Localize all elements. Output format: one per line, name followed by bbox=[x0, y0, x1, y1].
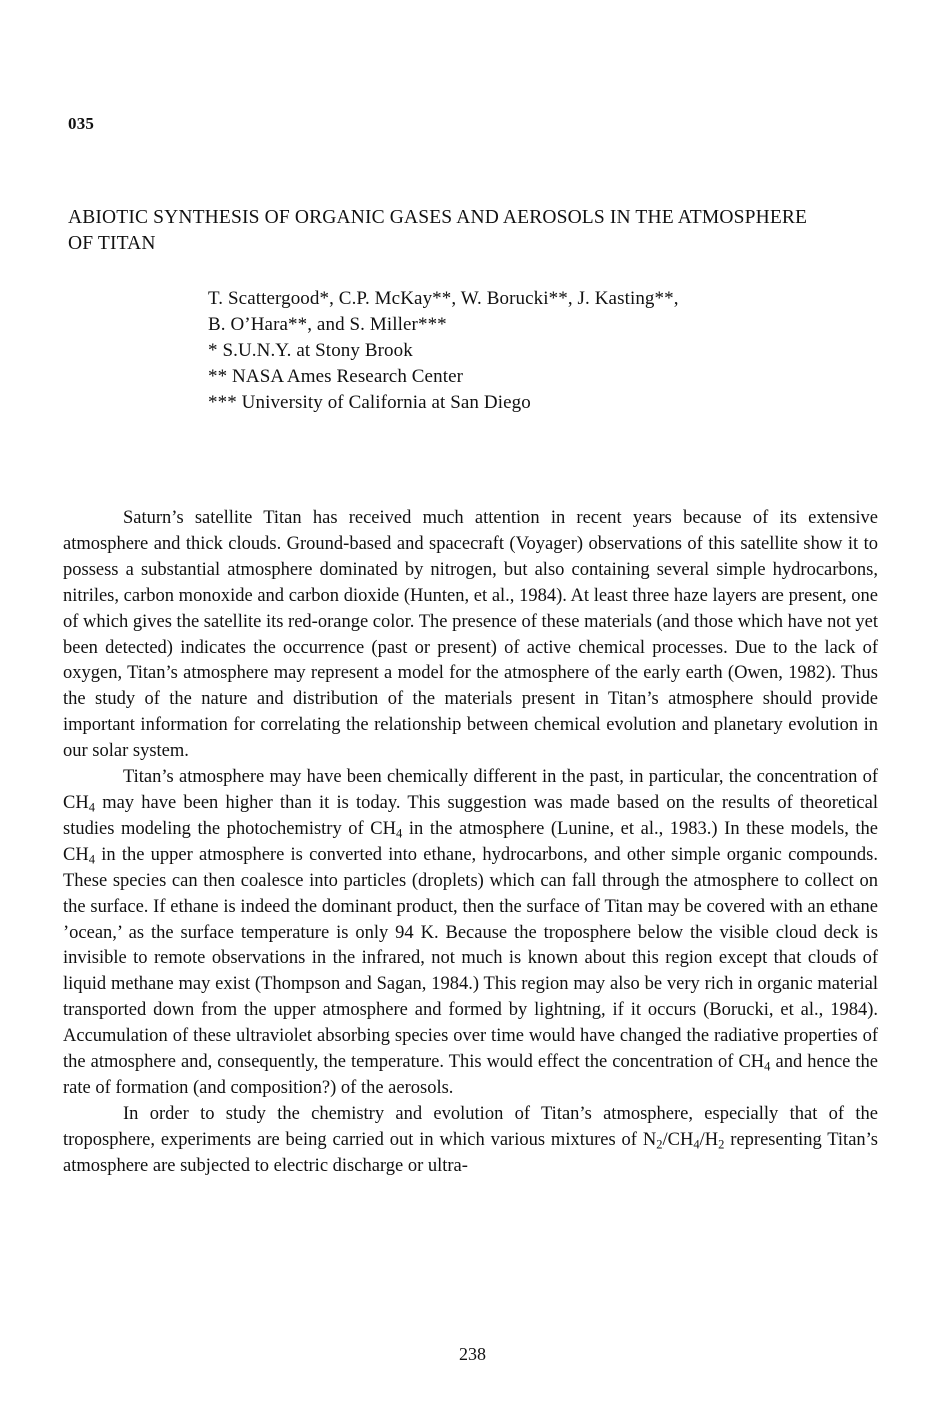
affiliation-2: ** NASA Ames Research Center bbox=[208, 366, 464, 387]
paragraph-3-text: /CH bbox=[662, 1129, 694, 1150]
author-block bbox=[208, 286, 679, 416]
affiliation-3: *** University of California at San Diego bbox=[208, 392, 531, 413]
paragraph-2 bbox=[63, 765, 878, 1102]
paragraph-3-text: representing Titan’s atmosphere are subjected to electric discharge or ultra- bbox=[63, 1129, 878, 1176]
subscript: 4 bbox=[693, 1137, 700, 1152]
title-line-1: ABIOTIC SYNTHESIS OF ORGANIC GASES AND AEROSOLS IN THE ATMOSPHERE bbox=[68, 207, 808, 228]
paragraph-3-text: /H bbox=[699, 1129, 719, 1150]
subscript: 4 bbox=[88, 852, 95, 867]
paragraph-1-text: Saturn’s satellite Titan has received much attention in recent years because of its extensive atmosphere and thick clouds. Ground-based and spacecraft (Voyager) observations of this satellite show it to possess a substantial atmosphere dominated by nitrogen, but also containing several simple hydrocarbons, nitriles, carbon monoxide and carbon dioxide (Hunten, et al., 1984). At least three haze layers are present, one of which gives the satellite its red-orange color. The presence of these materials (and those which have not yet been detected) indicates the occurrence (past or present) of active chemical processes. Due to the lack of oxygen, Titan’s atmosphere may represent a model for the atmosphere of the early earth (Owen, 1982). Thus the study of the nature and distribution of the materials present in Titan’s atmosphere should provide important information for correlating the relationship between chemical evolution and planetary evolution in our solar system. bbox=[63, 508, 878, 762]
subscript: 2 bbox=[656, 1137, 663, 1152]
body-text bbox=[63, 506, 878, 1180]
affiliation-1: * S.U.N.Y. at Stony Brook bbox=[208, 340, 413, 361]
paragraph-3 bbox=[63, 1102, 878, 1180]
abstract-number: 035 bbox=[68, 114, 95, 133]
subscript: 4 bbox=[764, 1059, 771, 1074]
title-line-2: OF TITAN bbox=[68, 233, 156, 254]
author-names-line-2: B. O’Hara**, and S. Miller*** bbox=[208, 314, 447, 335]
paragraph-2-text: and hence the rate of formation (and composition?) of the aerosols. bbox=[63, 1052, 878, 1098]
paragraph-1 bbox=[63, 506, 878, 765]
paper-title bbox=[68, 205, 898, 257]
paragraph-2-text: in the upper atmosphere is converted into ethane, hydrocarbons, and other simple organic compounds. These species can then coalesce into particles (droplets) which can fall through the atmosphere to collect on the surface. If ethane is indeed the dominant product, then the surface of Titan may be covered with an ethane ’ocean,’ as the surface temperature is only 94 K. Because the troposphere below the visible cloud deck is invisible to remote observations in the infrared, not much is known about this region except that clouds of liquid methane may exist (Thompson and Sagan, 1984.) This region may also be very rich in organic material transported down from the upper atmosphere and formed by lightning, if it occurs (Borucki, et al., 1984). Accumulation of these ultraviolet absorbing species over time would have changed the radiative properties of the atmosphere and, consequently, the temperature. This would effect the concentration of CH bbox=[63, 844, 878, 1073]
paragraph-2-text: Titan’s atmosphere may have been chemically different in the past, in particular, the concentration of CH bbox=[63, 767, 878, 813]
paragraph-2-text: in the atmosphere (Lunine, et al., 1983.) In these models, the CH bbox=[63, 818, 878, 865]
author-names-line-1: T. Scattergood*, C.P. McKay**, W. Borucki**, J. Kasting**, bbox=[208, 288, 679, 309]
page-number: 238 bbox=[459, 1344, 486, 1364]
paragraph-2-text: may have been higher than it is today. This suggestion was made based on the results of theoretical studies modeling the photochemistry of CH bbox=[63, 792, 878, 839]
subscript: 4 bbox=[88, 800, 95, 815]
paragraph-3-text: In order to study the chemistry and evolution of Titan’s atmosphere, especially that of the troposphere, experiments are being carried out in which various mixtures of N bbox=[63, 1103, 878, 1150]
subscript: 4 bbox=[396, 826, 403, 841]
subscript: 2 bbox=[718, 1137, 725, 1152]
